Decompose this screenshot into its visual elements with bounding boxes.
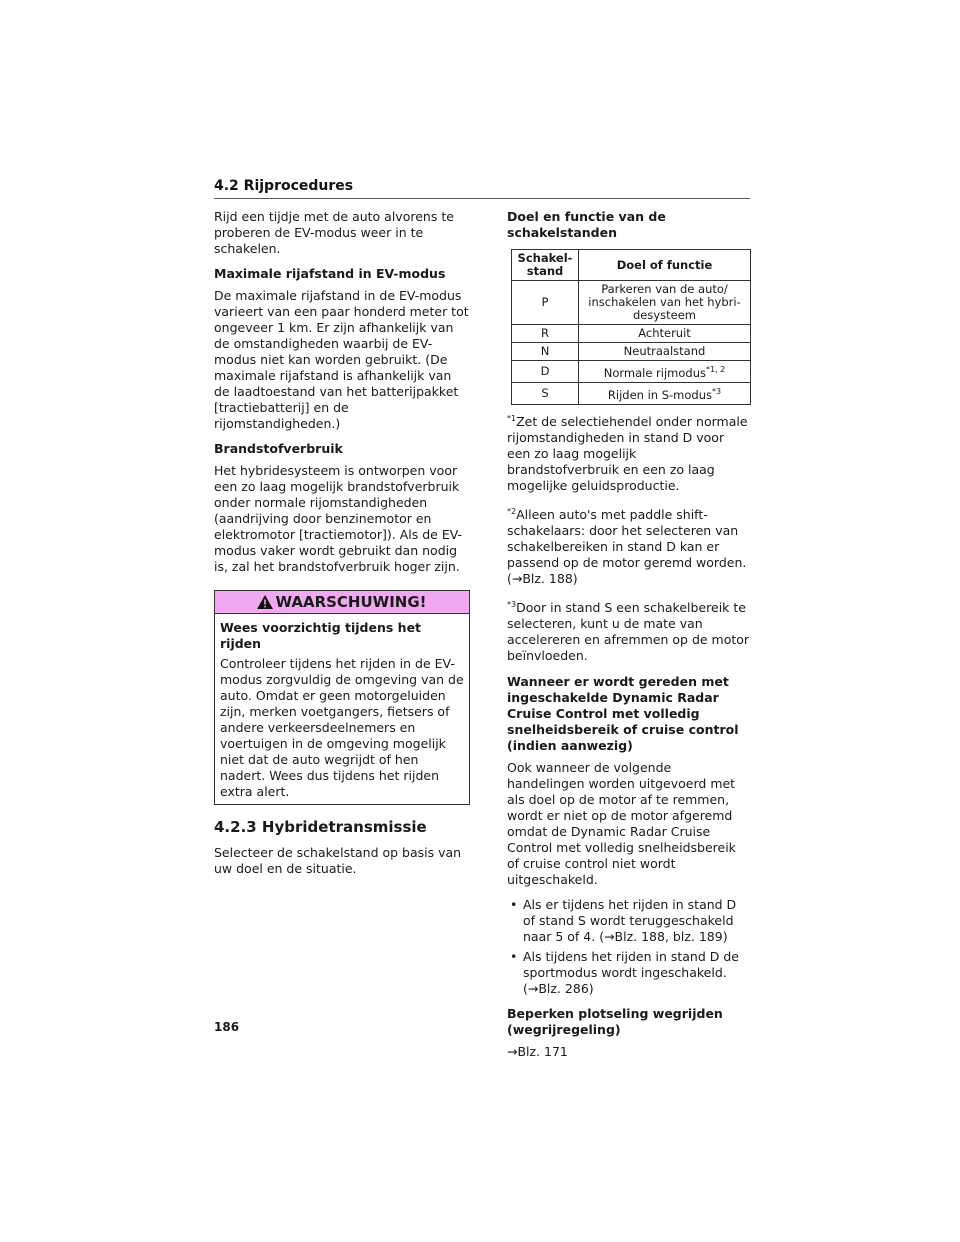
warning-body (215, 614, 469, 804)
table-cell-function: Neutraalstand (579, 343, 751, 361)
bullet-list (507, 897, 751, 997)
table-row (512, 325, 751, 343)
warning-text: Controleer tijdens het rijden in de EV-modus zorgvuldig de omgeving van de auto. Omdat er geen motorgeluiden zijn, merken voetgangers, fietsers of andere verkeersdeelnemers en voertuigen in de omgeving mogelijk niet dat de auto wegrijdt of hen nadert. Wees dus tijdens het rijden extra alert. (220, 656, 464, 799)
table-row (512, 281, 751, 325)
footnote-mark: *2 (507, 506, 517, 516)
list-item: • Als tijdens het rijden in stand D de sportmodus wordt ingeschakeld. (→Blz. 286) (507, 949, 751, 997)
footnote-mark: *1 (507, 413, 517, 423)
table-cell-position: R (512, 325, 579, 343)
paragraph: Selecteer de schakelstand op basis van uw doel en de situatie. (214, 845, 462, 876)
table-cell-position: D (512, 361, 579, 383)
table-cell-position: N (512, 343, 579, 361)
footnote: $^{*3}$Door in stand S een schakelbereik te selecteren, kunt u de mate van accelereren en afremmen op de motor beïnvloeden. (507, 599, 750, 664)
table-row (512, 382, 751, 404)
subheading: Wanneer er wordt gereden met ingeschakelde Dynamic Radar Cruise Control met volledig snelheidsbereik of cruise control (indien aanwezig) (507, 674, 739, 754)
paragraph: Het hybridesysteem is ontworpen voor een zo laag mogelijk brandstofverbruik onder normale rijomstandigheden (aandrijving door benzinemotor en elektromotor [tractiemotor]). Als de EV-modus vaker wordt gebruikt dan nodig is, zal het brandstofverbruik hoger zijn. (214, 463, 463, 574)
subheading: Beperken plotseling wegrijden (wegrijregeling) (507, 1006, 723, 1038)
paragraph: Rijd een tijdje met de auto alvorens te proberen de EV-modus weer in te schakelen. (214, 209, 454, 256)
subheading: Maximale rijafstand in EV-modus (214, 266, 446, 281)
subheading: Brandstofverbruik (214, 441, 343, 456)
section-header: 4.2 Rijprocedures (214, 178, 750, 199)
table-cell-function: Normale rijmodus$^{*1, 2}$ (579, 361, 751, 383)
shift-position-table (511, 249, 751, 405)
footnote-ref: *3 (712, 386, 722, 396)
table-header-function: Doel of functie (579, 250, 751, 281)
table-cell-function: Rijden in S-modus$^{*3}$ (579, 382, 751, 404)
table-cell-position: S (512, 382, 579, 404)
left-column (214, 209, 470, 886)
footnote: $^{*2}$Alleen auto's met paddle shift-schakelaars: door het selecteren van schakelbereiken in stand D kan er passend op de motor geremd worden. (→Blz. 188) (507, 506, 747, 586)
warning-header (215, 591, 469, 614)
warning-triangle-icon (257, 595, 273, 609)
page-reference-link[interactable]: →Blz. 171 (507, 1044, 568, 1060)
table-row (512, 343, 751, 361)
paragraph: Ook wanneer de volgende handelingen worden uitgevoerd met als doel op de motor af te remmen, wordt er niet op de motor afgeremd omdat de Dynamic Radar Cruise Control met volledig snelheidsbereik of cruise control niet wordt uitgeschakeld. (507, 760, 736, 888)
warning-title: Wees voorzichtig tijdens het rijden (220, 620, 422, 651)
table-cell-function: Achteruit (579, 325, 751, 343)
page-number: 186 (214, 1020, 240, 1034)
footnote-mark: *3 (507, 599, 517, 609)
table-header-position: Schakel-stand (512, 250, 579, 281)
warning-box (214, 590, 470, 805)
right-column (507, 209, 751, 1069)
table-title: Doel en functie van de schakelstanden (507, 209, 666, 240)
warning-label: WAARSCHUWING! (275, 593, 427, 611)
section-heading: 4.2.3 Hybridetransmissie (214, 818, 427, 836)
footnote: $^{*1}$Zet de selectiehendel onder normale rijomstandigheden in stand D voor een zo laag mogelijk brandstofverbruik en een zo laag mogelijke geluidsproductie. (507, 413, 748, 493)
footnote-ref: *1, 2 (706, 365, 726, 374)
table-cell-function: Parkeren van de auto/ inschakelen van het hybri-desysteem (579, 281, 751, 325)
paragraph: De maximale rijafstand in de EV-modus varieert van een paar honderd meter tot ongeveer 1 km. Er zijn afhankelijk van de omstandigheden waarbij de EV-modus niet kan worden gebruikt. (De maximale rijafstand is afhankelijk van de laadtoestand van het batterijpakket [tractiebatterij] en de rijomstandigheden.) (214, 288, 469, 431)
table-cell-position: P (512, 281, 579, 325)
list-item: • Als er tijdens het rijden in stand D of stand S wordt teruggeschakeld naar 5 of 4. (→Blz. 188, blz. 189) (507, 897, 751, 945)
table-row (512, 361, 751, 383)
